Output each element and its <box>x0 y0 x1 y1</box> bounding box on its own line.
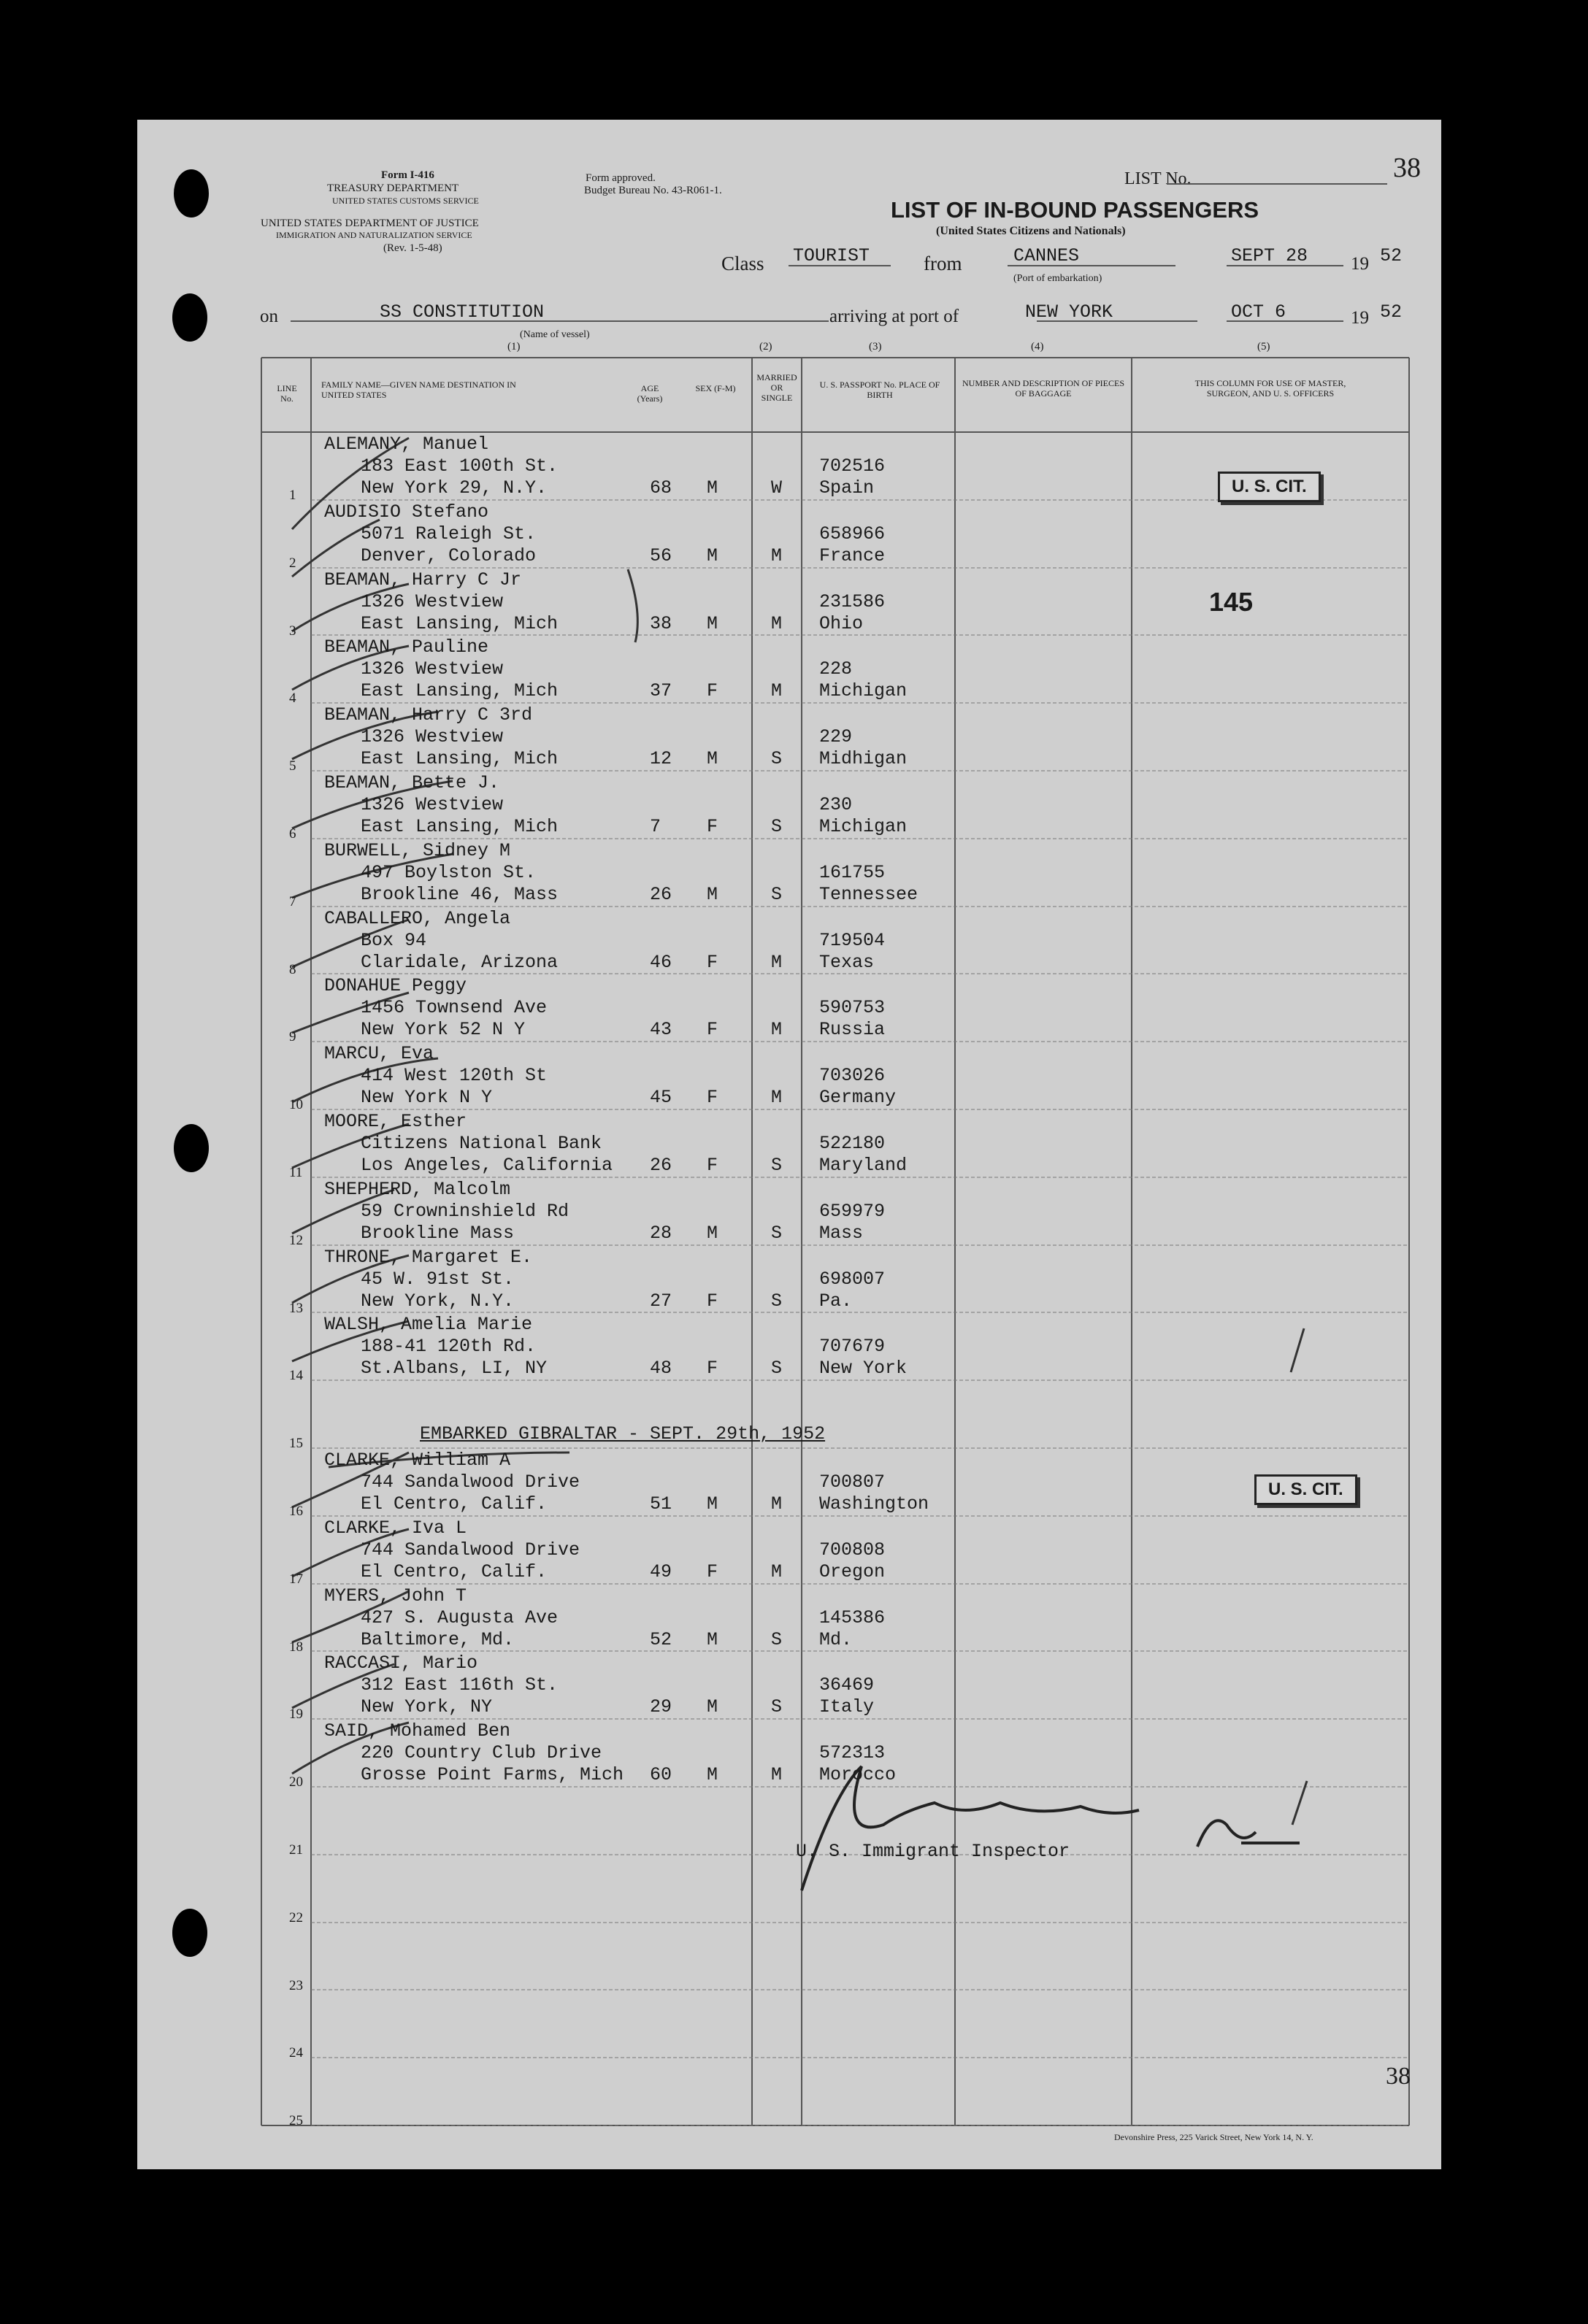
passenger-name: SHEPHERD, Malcolm <box>324 1178 511 1200</box>
address-street: 1326 Westview <box>361 658 504 680</box>
line-number: 10 <box>289 1097 303 1113</box>
passport-number: 698007 <box>819 1268 886 1290</box>
col-num-3: (3) <box>869 341 882 353</box>
passenger-age: 48 <box>650 1358 672 1380</box>
customs-service: UNITED STATES CUSTOMS SERVICE <box>332 196 479 206</box>
passport-number: 658966 <box>819 523 886 545</box>
passenger-sex: M <box>707 545 718 566</box>
from-value: CANNES <box>1013 245 1080 266</box>
address-street: Box 94 <box>361 929 427 951</box>
col-header-baggage: NUMBER AND DESCRIPTION OF PIECES OF BAGGAGE <box>962 378 1125 399</box>
place-of-birth: France <box>819 545 886 566</box>
bottom-page-number: 38 <box>1386 2063 1411 2090</box>
arriving-label: arriving at port of <box>829 307 959 326</box>
address-street: 497 Boylston St. <box>361 861 537 883</box>
address-street: 183 East 100th St. <box>361 455 559 477</box>
place-of-birth: Tennessee <box>819 883 918 905</box>
passenger-age: 26 <box>650 883 672 905</box>
marital-status: M <box>771 680 783 702</box>
gibraltar-note: EMBARKED GIBRALTAR - SEPT. 29th, 1952 <box>420 1423 826 1444</box>
address-city: Baltimore, Md. <box>361 1628 515 1650</box>
place-of-birth: Italy <box>819 1696 875 1718</box>
passenger-sex: M <box>707 1628 718 1650</box>
line-number: 5 <box>289 758 296 774</box>
address-street: 1326 Westview <box>361 590 504 612</box>
line-number: 18 <box>289 1639 303 1655</box>
address-city: St.Albans, LI, NY <box>361 1358 548 1380</box>
passenger-age: 49 <box>650 1561 672 1582</box>
place-of-birth: Texas <box>819 951 875 973</box>
passenger-age: 60 <box>650 1764 672 1786</box>
col-header-married: MARRIED OR SINGLE <box>756 372 797 403</box>
date2-year: 52 <box>1380 301 1403 323</box>
line-number: 8 <box>289 961 296 977</box>
place-of-birth: Pa. <box>819 1290 853 1312</box>
passenger-sex: F <box>707 816 718 837</box>
passenger-name: BEAMAN, Bette J. <box>324 772 500 793</box>
passenger-age: 27 <box>650 1290 672 1312</box>
passport-number: 522180 <box>819 1133 886 1154</box>
marital-status: M <box>771 1019 783 1041</box>
form-number: Form I-416 <box>381 169 434 181</box>
passenger-name: MOORE, Esther <box>324 1111 467 1132</box>
place-of-birth: Oregon <box>819 1561 886 1582</box>
line-number: 17 <box>289 1571 303 1587</box>
line-number: 25 <box>289 2113 303 2129</box>
form-approved: Form approved. <box>586 172 656 184</box>
line-number: 12 <box>289 1232 303 1248</box>
marital-status: M <box>771 545 783 566</box>
passenger-sex: F <box>707 1290 718 1312</box>
passport-number: 572313 <box>819 1742 886 1764</box>
address-city: Brookline 46, Mass <box>361 883 559 905</box>
address-street: 427 S. Augusta Ave <box>361 1607 559 1628</box>
passenger-name: SAID, Mohamed Ben <box>324 1720 511 1742</box>
justice-dept: UNITED STATES DEPARTMENT OF JUSTICE <box>261 218 479 229</box>
address-city: East Lansing, Mich <box>361 612 559 634</box>
marital-status: S <box>771 1222 783 1244</box>
passport-number: 230 <box>819 794 853 815</box>
passenger-age: 37 <box>650 680 672 702</box>
address-city: Grosse Point Farms, Mich <box>361 1764 624 1786</box>
col-num-5: (5) <box>1257 341 1270 353</box>
date2-century: 19 <box>1351 308 1369 328</box>
passenger-name: DONAHUE Peggy <box>324 975 467 997</box>
address-street: 1326 Westview <box>361 794 504 815</box>
passport-number: 719504 <box>819 929 886 951</box>
marital-status: M <box>771 612 783 634</box>
address-street: 45 W. 91st St. <box>361 1268 515 1290</box>
passenger-sex: F <box>707 1561 718 1582</box>
printer-credit: Devonshire Press, 225 Varick Street, New York 14, N. Y. <box>1114 2132 1313 2142</box>
line-number: 24 <box>289 2045 303 2061</box>
passenger-age: 43 <box>650 1019 672 1041</box>
passport-number: 228 <box>819 658 853 680</box>
passenger-sex: M <box>707 1222 718 1244</box>
passenger-age: 51 <box>650 1493 672 1515</box>
marital-status: S <box>771 1628 783 1650</box>
address-street: 5071 Raleigh St. <box>361 523 537 545</box>
address-city: East Lansing, Mich <box>361 748 559 770</box>
place-of-birth: Michigan <box>819 680 908 702</box>
address-city: East Lansing, Mich <box>361 816 559 837</box>
passport-number: 231586 <box>819 590 886 612</box>
marital-status: M <box>771 951 783 973</box>
marital-status: M <box>771 1087 783 1109</box>
passenger-sex: F <box>707 1155 718 1176</box>
date1-century: 19 <box>1351 254 1369 274</box>
class-value: TOURIST <box>793 245 870 266</box>
passenger-name: AUDISIO Stefano <box>324 501 489 523</box>
passenger-age: 46 <box>650 951 672 973</box>
line-number: 21 <box>289 1842 303 1858</box>
address-street: 59 Crowninshield Rd <box>361 1200 569 1222</box>
passenger-age: 56 <box>650 545 672 566</box>
passenger-age: 45 <box>650 1087 672 1109</box>
passenger-name: CLARKE, Iva L <box>324 1517 467 1539</box>
vessel-name: SS CONSTITUTION <box>380 301 545 323</box>
marital-status: S <box>771 1696 783 1718</box>
line-number: 9 <box>289 1029 296 1045</box>
passenger-sex: M <box>707 1764 718 1786</box>
inspector-label: U. S. Immigrant Inspector <box>796 1841 1070 1862</box>
budget-bureau: Budget Bureau No. 43-R061-1. <box>584 185 722 196</box>
passenger-name: BEAMAN, Harry C Jr <box>324 569 522 590</box>
place-of-birth: Mass <box>819 1222 864 1244</box>
passenger-sex: F <box>707 951 718 973</box>
address-city: New York 52 N Y <box>361 1019 526 1041</box>
line-number: 19 <box>289 1707 303 1723</box>
passenger-sex: M <box>707 477 718 499</box>
passenger-name: BEAMAN, Harry C 3rd <box>324 704 533 726</box>
line-number: 4 <box>289 690 296 707</box>
passenger-age: 68 <box>650 477 672 499</box>
list-title: LIST OF IN-BOUND PASSENGERS <box>891 197 1259 223</box>
passenger-name: RACCASI, Mario <box>324 1652 478 1674</box>
line-number: 14 <box>289 1368 303 1384</box>
place-of-birth: Morocco <box>819 1764 897 1786</box>
marital-status: M <box>771 1764 783 1786</box>
passenger-sex: F <box>707 1358 718 1380</box>
address-city: New York 29, N.Y. <box>361 477 548 499</box>
address-city: Brookline Mass <box>361 1222 515 1244</box>
date1-month-day: SEPT 28 <box>1231 245 1308 266</box>
col-header-age: AGE (Years) <box>637 383 663 404</box>
address-city: Denver, Colorado <box>361 545 537 566</box>
passenger-name: BEAMAN, Pauline <box>324 636 489 658</box>
passenger-age: 12 <box>650 748 672 770</box>
embark-caption: (Port of embarkation) <box>1013 273 1102 284</box>
marital-status: S <box>771 748 783 770</box>
place-of-birth: Ohio <box>819 612 864 634</box>
place-of-birth: Md. <box>819 1628 853 1650</box>
passport-number: 161755 <box>819 861 886 883</box>
marital-status: S <box>771 1290 783 1312</box>
passenger-name: WALSH, Amelia Marie <box>324 1314 533 1336</box>
vessel-caption: (Name of vessel) <box>520 329 590 340</box>
address-city: Claridale, Arizona <box>361 951 559 973</box>
passport-number: 145386 <box>819 1607 886 1628</box>
treasury-dept: TREASURY DEPARTMENT <box>327 182 459 194</box>
passenger-age: 26 <box>650 1155 672 1176</box>
address-city: New York N Y <box>361 1087 493 1109</box>
col-num-2: (2) <box>759 341 772 353</box>
address-street: 312 East 116th St. <box>361 1674 559 1696</box>
line-number: 15 <box>289 1436 303 1452</box>
address-street: 744 Sandalwood Drive <box>361 1539 580 1561</box>
address-city: El Centro, Calif. <box>361 1561 548 1582</box>
place-of-birth: Spain <box>819 477 875 499</box>
marital-status: S <box>771 1358 783 1380</box>
line-number: 16 <box>289 1504 303 1519</box>
address-street: 188-41 120th Rd. <box>361 1336 537 1358</box>
from-label: from <box>924 253 962 274</box>
place-of-birth: Germany <box>819 1087 897 1109</box>
us-citizen-stamp: U. S. CIT. <box>1218 472 1321 502</box>
marital-status: W <box>771 477 783 499</box>
col-num-4: (4) <box>1031 341 1044 353</box>
address-city: East Lansing, Mich <box>361 680 559 702</box>
col-header-passport: U. S. PASSPORT No. PLACE OF BIRTH <box>819 380 940 400</box>
us-citizen-stamp: U. S. CIT. <box>1254 1474 1357 1505</box>
address-city: Los Angeles, California <box>361 1155 613 1176</box>
passenger-name: CABALLERO, Angela <box>324 907 511 929</box>
passenger-sex: F <box>707 680 718 702</box>
class-label: Class <box>721 253 764 274</box>
passenger-age: 29 <box>650 1696 672 1718</box>
passport-number: 659979 <box>819 1200 886 1222</box>
line-number: 22 <box>289 1909 303 1925</box>
col-header-sex: SEX (F-M) <box>695 383 736 393</box>
line-number: 23 <box>289 1977 303 1993</box>
address-street: 414 West 120th St <box>361 1065 548 1087</box>
passenger-name: ALEMANY, Manuel <box>324 434 489 455</box>
passenger-sex: F <box>707 1087 718 1109</box>
marital-status: S <box>771 816 783 837</box>
passport-number: 700807 <box>819 1471 886 1493</box>
passenger-name: MYERS, John T <box>324 1585 467 1607</box>
list-subtitle: (United States Citizens and Nationals) <box>936 225 1126 237</box>
page-number: 38 <box>1393 153 1421 183</box>
line-number: 3 <box>289 623 296 639</box>
passenger-name: MARCU, Eva <box>324 1043 434 1065</box>
address-city: New York, N.Y. <box>361 1290 515 1312</box>
port-name: NEW YORK <box>1025 301 1113 323</box>
passenger-sex: M <box>707 1493 718 1515</box>
place-of-birth: New York <box>819 1358 908 1380</box>
place-of-birth: Michigan <box>819 816 908 837</box>
address-city: El Centro, Calif. <box>361 1493 548 1515</box>
line-number: 20 <box>289 1774 303 1790</box>
passport-number: 703026 <box>819 1065 886 1087</box>
passport-number: 36469 <box>819 1674 875 1696</box>
line-number: 1 <box>289 488 296 503</box>
passenger-age: 38 <box>650 612 672 634</box>
place-of-birth: Maryland <box>819 1155 908 1176</box>
passenger-sex: M <box>707 612 718 634</box>
place-of-birth: Washington <box>819 1493 929 1515</box>
date2-month-day: OCT 6 <box>1231 301 1286 323</box>
col-num-1: (1) <box>507 341 521 353</box>
address-street: 220 Country Club Drive <box>361 1742 602 1764</box>
ins-service: IMMIGRATION AND NATURALIZATION SERVICE <box>276 230 472 240</box>
address-street: Citizens National Bank <box>361 1133 602 1154</box>
list-no-label: LIST No. <box>1124 169 1192 188</box>
passenger-sex: M <box>707 748 718 770</box>
marital-status: S <box>771 883 783 905</box>
on-label: on <box>260 307 278 326</box>
line-number: 11 <box>289 1165 303 1180</box>
address-city: New York, NY <box>361 1696 493 1718</box>
marital-status: M <box>771 1561 783 1582</box>
marital-status: S <box>771 1155 783 1176</box>
passenger-name: THRONE, Margaret E. <box>324 1246 533 1268</box>
place-of-birth: Russia <box>819 1019 886 1041</box>
col-header-name: FAMILY NAME—GIVEN NAME DESTINATION IN UNITED STATES <box>321 380 516 400</box>
address-street: 1326 Westview <box>361 726 504 748</box>
line-number: 13 <box>289 1300 303 1316</box>
passport-number: 700808 <box>819 1539 886 1561</box>
address-street: 1456 Townsend Ave <box>361 997 548 1019</box>
passport-number: 702516 <box>819 455 886 477</box>
line-number: 6 <box>289 826 296 842</box>
place-of-birth: Midhigan <box>819 748 908 770</box>
passenger-age: 28 <box>650 1222 672 1244</box>
passport-number: 707679 <box>819 1336 886 1358</box>
passenger-name: CLARKE, William A <box>324 1450 511 1471</box>
line-number: 7 <box>289 893 296 909</box>
passenger-sex: F <box>707 1019 718 1041</box>
passenger-age: 7 <box>650 816 661 837</box>
col-header-officers: THIS COLUMN FOR USE OF MASTER, SURGEON, AND U. S. OFFICERS <box>1194 378 1346 399</box>
line-number: 2 <box>289 555 296 571</box>
address-street: 744 Sandalwood Drive <box>361 1471 580 1493</box>
passenger-sex: M <box>707 1696 718 1718</box>
revision: (Rev. 1-5-48) <box>383 242 442 254</box>
passenger-sex: M <box>707 883 718 905</box>
passenger-name: BURWELL, Sidney M <box>324 839 511 861</box>
col-header-line: LINE No. <box>277 383 297 404</box>
passport-number: 590753 <box>819 997 886 1019</box>
passenger-age: 52 <box>650 1628 672 1650</box>
passport-number: 229 <box>819 726 853 748</box>
marital-status: M <box>771 1493 783 1515</box>
date1-year: 52 <box>1380 245 1403 266</box>
officer-note: 145 <box>1209 587 1254 617</box>
